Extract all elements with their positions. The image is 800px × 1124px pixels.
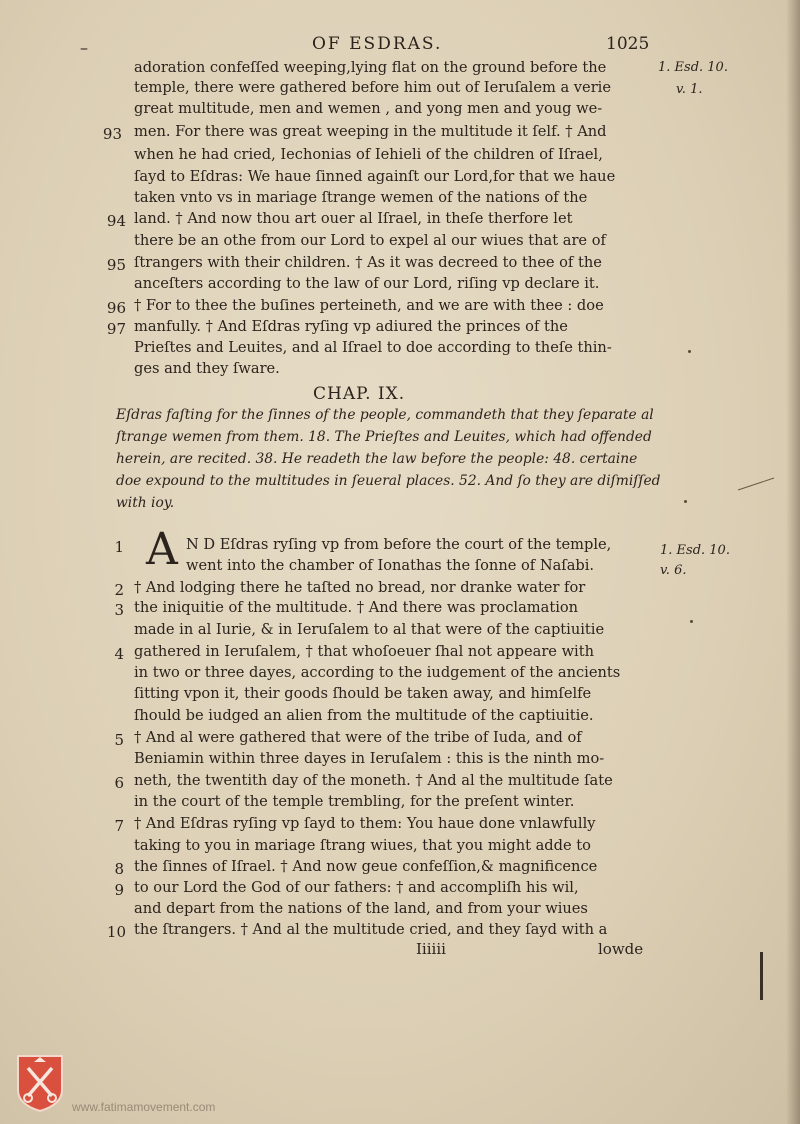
running-title: OF ESDRAS. (312, 34, 443, 54)
text-line: manfully. † And Eſdras ryſing vp adiured the princes of the (134, 318, 568, 335)
text-line: made in al Iurie, & in Ieruſalem to al that were of the captiuitie (134, 621, 605, 638)
text-line: temple, there were gathered before him out of Ieruſalem a verie (134, 79, 611, 96)
verse-number: 96 (106, 299, 126, 317)
speck (684, 500, 687, 503)
catchword: lowde (598, 940, 644, 958)
text-line: N D Eſdras ryſing vp from before the court of the temple, (186, 536, 612, 553)
text-line: ſitting vpon it, their goods ſhould be taken away, and himſelfe (134, 685, 592, 702)
chapter-heading: CHAP. IX. (313, 384, 406, 404)
verse-number: 6 (114, 774, 124, 792)
page-number: 1025 (606, 34, 650, 54)
verse-number: 93 (102, 125, 122, 143)
verse-number: 95 (106, 256, 126, 274)
verse-number: 3 (114, 601, 124, 619)
speck (688, 350, 691, 353)
text-line: there be an othe from our Lord to expel al our wiues that are of (134, 232, 606, 249)
chapter-argument-line: Eſdras faſting for the ſinnes of the people, commandeth that they ſeparate al (116, 407, 654, 423)
verse-number: 4 (114, 645, 124, 663)
verse-number: 97 (106, 320, 126, 338)
margin-rule (760, 952, 763, 1000)
text-line: taking to you in mariage ſtrang wiues, that you might adde to (134, 837, 591, 854)
text-line: gathered in Ieruſalem, † that whoſoeuer ſhal not appeare with (134, 643, 594, 660)
header-dash: – (80, 38, 88, 57)
text-line: ſhould be iudged an alien from the multitude of the captiuitie. (134, 707, 594, 724)
text-line: † For to thee the buſines perteineth, and we are with thee : doe (134, 297, 604, 314)
verse-number: 1 (114, 538, 124, 556)
text-line: † And al were gathered that were of the tribe of Iuda, and of (134, 729, 582, 746)
text-line: † And Eſdras ryſing vp ſayd to them: You haue done vnlawfully (134, 815, 596, 832)
website-link[interactable]: www.fatimamovement.com (72, 1100, 216, 1114)
text-line: adoration confeſſed weeping,lying flat on the ground before the (134, 59, 607, 76)
chapter-argument-line: with ioy. (116, 495, 175, 511)
text-line: the ſinnes of Iſrael. † And now geue confeſſion,& magnificence (134, 858, 598, 875)
text-line: went into the chamber of Ionathas the ſonne of Naſabi. (186, 557, 595, 574)
text-line: in the court of the temple trembling, for the preſent winter. (134, 793, 575, 810)
text-line: † And lodging there he taſted no bread, nor dranke water for (134, 579, 586, 596)
verse-number: 8 (114, 860, 124, 878)
papal-keys-logo-icon (14, 1054, 66, 1112)
text-line: Prieſtes and Leuites, and al Iſrael to doe according to theſe thin- (134, 339, 612, 356)
text-line: neth, the twentith day of the moneth. † And al the multitude ſate (134, 772, 613, 789)
text-line: when he had cried, Iechonias of Iehieli of the children of Iſrael, (134, 146, 603, 163)
text-line: the ſtrangers. † And al the multitude cried, and they ſayd with a (134, 921, 608, 938)
text-line: to our Lord the God of our fathers: † and accompliſh his wil, (134, 879, 579, 896)
verse-number: 94 (106, 212, 126, 230)
text-line: ſtrangers with their children. † As it was decreed to thee of the (134, 254, 602, 271)
verse-number: 5 (114, 731, 124, 749)
page-edge-shadow (786, 0, 800, 1124)
verse-number: 2 (114, 581, 124, 599)
verse-number: 7 (114, 817, 124, 835)
text-line: and depart from the nations of the land, and from your wiues (134, 900, 588, 917)
text-line: in two or three dayes, according to the iudgement of the ancients (134, 664, 621, 681)
signature-mark: Iiiiii (416, 940, 446, 958)
text-line: anceſters according to the law of our Lord, riſing vp declare it. (134, 275, 600, 292)
margin-note: 1. Esd. 10. (660, 543, 730, 558)
text-line: men. For there was great weeping in the multitude it ſelf. † And (134, 123, 607, 140)
margin-note: 1. Esd. 10. (658, 60, 728, 75)
drop-cap: A (146, 524, 178, 575)
verse-number: 9 (114, 881, 124, 899)
speck (690, 620, 693, 623)
chapter-argument-line: doe expound to the multitudes in ſeueral places. 52. And ſo they are diſmiſſed (116, 473, 661, 489)
text-line: land. † And now thou art ouer al Iſrael, in theſe therfore let (134, 210, 573, 227)
text-line: the iniquitie of the multitude. † And there was proclamation (134, 599, 579, 616)
margin-note: v. 6. (660, 563, 687, 578)
chapter-argument-line: ſtrange wemen from them. 18. The Prieſtes and Leuites, which had offended (116, 429, 652, 445)
text-line: great multitude, men and wemen , and yong men and youg we- (134, 100, 603, 117)
text-line: taken vnto vs in mariage ſtrange wemen of the nations of the (134, 189, 588, 206)
chapter-argument-line: herein, are recited. 38. He readeth the law before the people: 48. certaine (116, 451, 638, 467)
verse-number: 10 (106, 923, 126, 941)
text-line: ges and they ſware. (134, 360, 280, 377)
margin-note: v. 1. (676, 82, 703, 97)
pencil-stroke (736, 474, 776, 494)
text-line: Beniamin within three dayes in Ieruſalem : this is the ninth mo- (134, 750, 605, 767)
text-line: ſayd to Eſdras: We haue ſinned againſt our Lord,for that we haue (134, 168, 616, 185)
